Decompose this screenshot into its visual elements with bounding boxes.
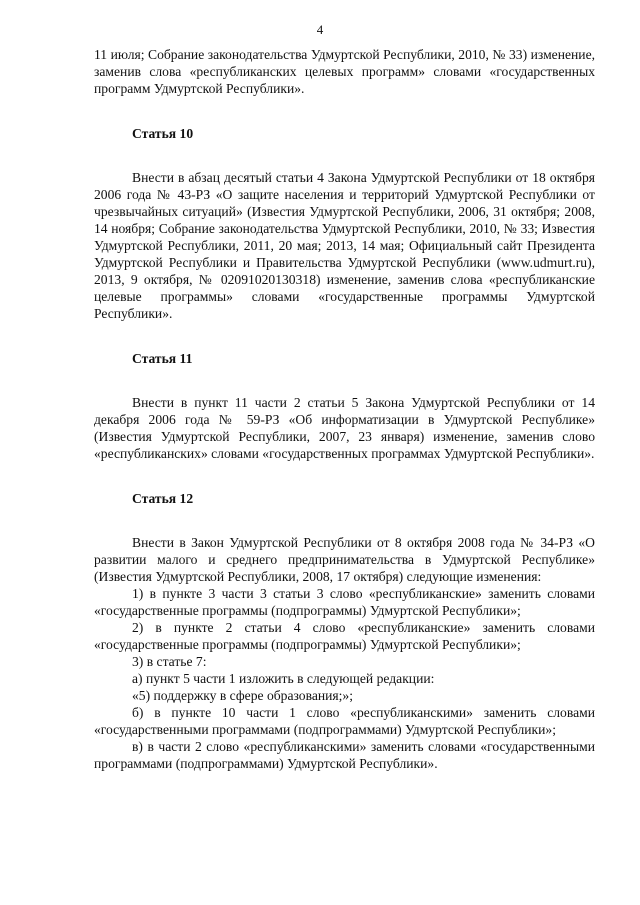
article-10-paragraph: Внести в абзац десятый статьи 4 Закона Удмуртской Республики от 18 октября 2006 года № 43-РЗ «О защите населения и территорий Удмуртской Республики от чрезвычайных ситуаций» (Известия Удмуртской Республики, 2006, 31 октября; 2008, 14 ноября; Собрание законодательства Удмуртской Республики, 2010, № 33; Известия Удмуртской Республики, 2011, 20 мая; 2013, 14 мая; Официальный сайт Президента Удмуртской Республики и Правительства Удмуртской Республики (www.udmurt.ru), 2013, 9 октября, № 02091020130318) изменение, заменив слова «республиканские целевые программы» словами «государственные программы Удмуртской Республики».	[94, 170, 595, 321]
article-12-item-3: 3) в статье 7:	[132, 654, 207, 669]
article-12-paragraph: Внести в Закон Удмуртской Республики от 8 октября 2008 года № 34-РЗ «О развитии малого и среднего предпринимательства в Удмуртской Республике» (Известия Удмуртской Республики, 2008, 17 октября) следующие изменения:	[94, 535, 595, 584]
article-12-item-1: 1) в пункте 3 части 3 статьи 3 слово «республиканские» заменить словами «государственные программы (подпрограммы) Удмуртской Республики»;	[94, 586, 595, 618]
article-12-subitem-a: а) пункт 5 части 1 изложить в следующей редакции:	[132, 671, 435, 686]
intro-paragraph: 11 июля; Собрание законодательства Удмуртской Республики, 2010, № 33) изменение, заменив слова «республиканских целевых программ» словами «государственных программ Удмуртской Республики».	[94, 47, 595, 96]
article-10-heading: Статья 10	[132, 126, 194, 141]
page-number: 4	[316, 22, 324, 37]
article-12-subitem-b: б) в пункте 10 части 1 слово «республиканскими» заменить словами «государственными программами (подпрограммами) Удмуртской Республики»;	[94, 705, 595, 737]
article-12-subitem-a-text: «5) поддержку в сфере образования;»;	[132, 688, 354, 703]
article-11-paragraph: Внести в пункт 11 части 2 статьи 5 Закона Удмуртской Республики от 14 декабря 2006 года № 59-РЗ «Об информатизации в Удмуртской Республике» (Известия Удмуртской Республики, 2007, 23 января) изменение, заменив слово «республиканских» словами «государственных программах Удмуртской Республики».	[94, 395, 595, 461]
article-12-subitem-c: в) в части 2 слово «республиканскими» заменить словами «государственными программами (подпрограммами) Удмуртской Республики».	[94, 739, 595, 771]
article-11-heading: Статья 11	[132, 351, 193, 366]
article-12-heading: Статья 12	[132, 491, 194, 506]
document-body	[94, 46, 595, 772]
article-12-item-2: 2) в пункте 2 статьи 4 слово «республиканские» заменить словами «государственные программы (подпрограммы) Удмуртской Республики»;	[94, 620, 595, 652]
